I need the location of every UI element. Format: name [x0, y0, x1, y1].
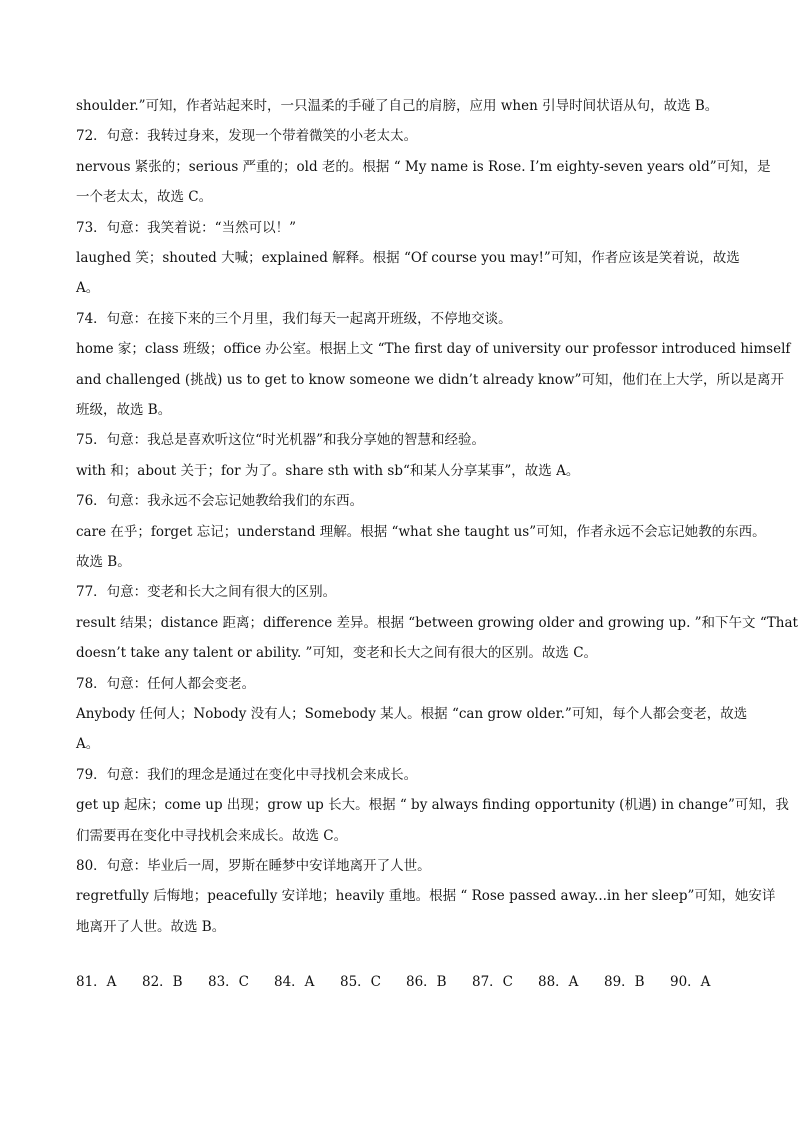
answer-item: 85．C — [340, 974, 382, 990]
text-line: 们需要再在变化中寻找机会来成长。故选 C。 — [76, 827, 348, 844]
answer-item: 83．C — [208, 974, 250, 990]
text-line: laughed 笑；shouted 大喊；explained 解释。根据 “Of course you may!”可知，作者应该是笑着说，故选 — [76, 250, 740, 266]
text-line: and challenged (挑战) us to get to know someone we didn’t already know”可知，他们在上大学，所以是离开 — [76, 371, 784, 388]
text-line: 76．句意：我永远不会忘记她教给我们的东西。 — [76, 493, 364, 510]
answer-item: 81．A — [76, 974, 117, 990]
answer-item: 90．A — [670, 974, 711, 990]
text-line: A。 — [76, 280, 100, 297]
answer-item: 87．C — [472, 974, 514, 990]
text-line: 78．句意：任何人都会变老。 — [76, 675, 256, 692]
text-line: with 和；about 关于；for 为了。share sth with sb“和某人分享某事”，故选 A。 — [76, 462, 580, 479]
text-line: get up 起床；come up 出现；grow up 长大。根据 “ by always finding opportunity (机遇) in change”可知，我 — [76, 797, 789, 814]
text-line: Anybody 任何人；Nobody 没有人；Somebody 某人。根据 “can grow older.”可知，每个人都会变老，故选 — [76, 706, 748, 722]
text-line: 75．句意：我总是喜欢听这位“时光机器”和我分享她的智慧和经验。 — [76, 432, 485, 449]
text-line: 故选 B。 — [76, 554, 131, 570]
text-line: 77．句意：变老和长大之间有很大的区别。 — [76, 584, 337, 601]
answer-item: 86．B — [406, 974, 447, 990]
answer-item: 89．B — [604, 974, 645, 990]
text-line: 73．句意：我笑着说：“当然可以！” — [76, 219, 296, 236]
text-line: care 在乎；forget 忘记；understand 理解。根据 “what she taught us”可知，作者永远不会忘记她教的东西。 — [76, 523, 766, 540]
answer-item: 84．A — [274, 974, 315, 990]
text-line: 班级，故选 B。 — [76, 402, 172, 418]
text-line: 72．句意：我转过身来，发现一个带着微笑的小老太太。 — [76, 128, 418, 145]
answer-key-row — [76, 970, 736, 994]
text-line: nervous 紧张的；serious 严重的；old 老的。根据 “ My name is Rose. I’m eighty-seven years old”可知，是 — [76, 158, 771, 175]
answer-item: 82．B — [142, 974, 183, 990]
text-line: shoulder.”可知，作者站起来时，一只温柔的手碰了自己的肩膀，应用 when 引导时间状语从句，故选 B。 — [76, 98, 719, 114]
text-line: 一个老太太，故选 C。 — [76, 189, 213, 206]
text-line: doesn’t take any talent or ability. ”可知，变老和长大之间有很大的区别。故选 C。 — [76, 645, 598, 662]
text-line: A。 — [76, 736, 100, 753]
answer-item: 88．A — [538, 974, 579, 990]
text-line: home 家；class 班级；office 办公室。根据上文 “The first day of university our professor introduced himself — [76, 341, 791, 358]
text-line: 74．句意：在接下来的三个月里，我们每天一起离开班级，不停地交谈。 — [76, 310, 512, 327]
text-line: result 结果；distance 距离；difference 差异。根据 “between growing older and growing up. ”和下午文 “That — [76, 614, 798, 631]
text-line: 地离开了人世。故选 B。 — [76, 918, 226, 935]
text-line: 80．句意：毕业后一周，罗斯在睡梦中安详地离开了人世。 — [76, 858, 431, 874]
text-line: regretfully 后悔地；peacefully 安详地；heavily 重地。根据 “ Rose passed away...in her sleep”可知，她安详 — [76, 888, 776, 905]
text-line: 79．句意：我们的理念是通过在变化中寻找机会来成长。 — [76, 766, 418, 783]
